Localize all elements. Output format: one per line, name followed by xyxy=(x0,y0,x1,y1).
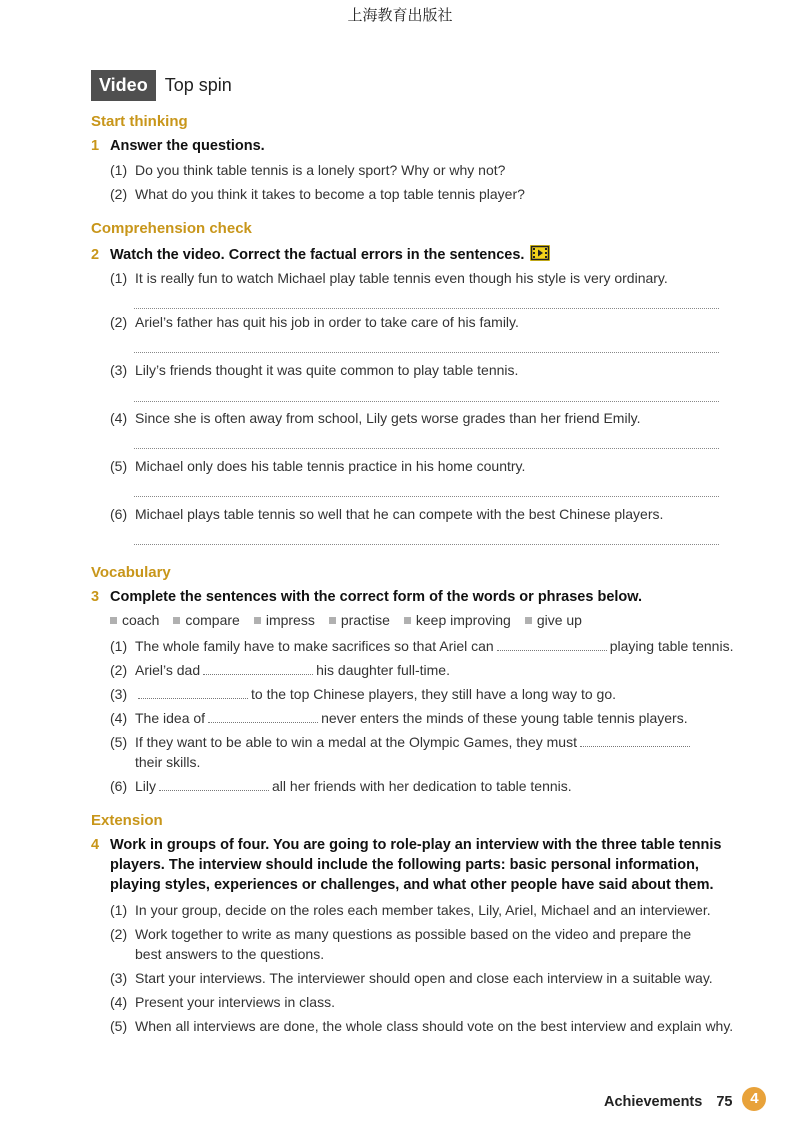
item-text-before: Lily xyxy=(135,778,157,794)
item-text-before: The idea of xyxy=(135,710,206,726)
square-bullet-icon xyxy=(254,617,261,624)
question-number: 2 xyxy=(91,247,100,263)
list-item xyxy=(110,732,720,772)
item-number: (6) xyxy=(110,506,128,522)
item-text: Present your interviews in class. xyxy=(135,994,335,1010)
item-text: Michael only does his table tennis practice in his home country. xyxy=(135,458,526,474)
item-number: (1) xyxy=(110,162,128,178)
item-text-after: playing table tennis. xyxy=(609,638,734,654)
item-number: (1) xyxy=(110,902,128,918)
item-text: Do you think table tennis is a lonely sport? Why or why not? xyxy=(135,162,506,178)
square-bullet-icon xyxy=(525,617,532,624)
list-item xyxy=(110,1016,735,1036)
answer-line[interactable] xyxy=(134,544,719,545)
list-item xyxy=(110,160,735,180)
answer-line[interactable] xyxy=(134,401,719,402)
item-text: Michael plays table tennis so well that he can compete with the best Chinese players. xyxy=(135,506,664,522)
word-bank-item: give up xyxy=(525,612,582,628)
question-number: 3 xyxy=(91,589,100,605)
fill-blank[interactable] xyxy=(203,660,313,675)
list-item xyxy=(110,504,735,524)
question-number: 1 xyxy=(91,138,100,154)
word-bank xyxy=(110,612,582,628)
square-bullet-icon xyxy=(110,617,117,624)
word-bank-item: compare xyxy=(173,612,239,628)
fill-blank[interactable] xyxy=(580,732,690,747)
answer-line[interactable] xyxy=(134,496,719,497)
item-text: When all interviews are done, the whole class should vote on the best interview and explain why. xyxy=(135,1018,734,1034)
item-number: (3) xyxy=(110,686,128,702)
list-item xyxy=(110,456,735,476)
item-number: (4) xyxy=(110,710,128,726)
item-number: (2) xyxy=(110,314,128,330)
question-instruction: Complete the sentences with the correct form of the words or phrases below. xyxy=(110,589,643,605)
list-item xyxy=(110,900,735,920)
item-text-after: all her friends with her dedication to table tennis. xyxy=(272,778,572,794)
list-item xyxy=(110,660,735,680)
list-item xyxy=(110,408,735,428)
question-instruction: Work in groups of four. You are going to role-play an interview with the three table tennis players. The interview should include the following parts: basic personal information, playing styles, experiences or challenges, and what other people have said about them. xyxy=(110,837,722,893)
answer-line[interactable] xyxy=(134,308,719,309)
item-text: Start your interviews. The interviewer should open and close each interview in a suitable way. xyxy=(135,970,713,986)
footer-label: Achievements xyxy=(604,1094,703,1110)
square-bullet-icon xyxy=(329,617,336,624)
list-item xyxy=(110,684,735,704)
question-1 xyxy=(91,136,731,156)
word-bank-item: practise xyxy=(329,612,390,628)
list-item xyxy=(110,708,735,728)
video-film-icon[interactable] xyxy=(530,245,550,261)
section-extension: Extension xyxy=(91,812,163,829)
question-instruction: Watch the video. Correct the factual errors in the sentences. xyxy=(110,247,525,263)
video-tag: Video xyxy=(91,70,156,101)
item-number: (5) xyxy=(110,1018,128,1034)
item-text-before: The whole family have to make sacrifices so that Ariel can xyxy=(135,638,494,654)
fill-blank[interactable] xyxy=(159,776,269,791)
answer-line[interactable] xyxy=(134,448,719,449)
publisher-name: 上海教育出版社 xyxy=(347,6,453,24)
list-item xyxy=(110,360,735,380)
item-number: (5) xyxy=(110,734,128,750)
list-item xyxy=(110,992,735,1012)
item-text: Since she is often away from school, Lily gets worse grades than her friend Emily. xyxy=(135,410,641,426)
word-bank-item: impress xyxy=(254,612,315,628)
item-text: What do you think it takes to become a top table tennis player? xyxy=(135,186,525,202)
item-number: (4) xyxy=(110,994,128,1010)
page-footer xyxy=(604,1090,766,1114)
video-title: Top spin xyxy=(164,75,232,95)
word-bank-item: coach xyxy=(110,612,159,628)
square-bullet-icon xyxy=(404,617,411,624)
section-comprehension: Comprehension check xyxy=(91,220,252,237)
list-item xyxy=(110,968,735,988)
list-item xyxy=(110,776,735,796)
question-4 xyxy=(91,835,723,895)
item-text: Ariel’s father has quit his job in order to take care of his family. xyxy=(135,314,519,330)
word-bank-item: keep improving xyxy=(404,612,511,628)
item-text-after: never enters the minds of these young table tennis players. xyxy=(321,710,688,726)
item-text: It is really fun to watch Michael play table tennis even though his style is very ordinary. xyxy=(135,270,668,286)
section-vocabulary: Vocabulary xyxy=(91,564,171,581)
item-number: (2) xyxy=(110,926,128,942)
item-number: (5) xyxy=(110,458,128,474)
item-text-before: Ariel’s dad xyxy=(135,662,201,678)
item-number: (3) xyxy=(110,970,128,986)
list-item xyxy=(110,924,720,964)
section-start-thinking: Start thinking xyxy=(91,113,188,130)
list-item xyxy=(110,184,735,204)
question-instruction: Answer the questions. xyxy=(110,138,265,154)
item-number: (1) xyxy=(110,638,128,654)
item-text-after: to the top Chinese players, they still have a long way to go. xyxy=(251,686,616,702)
fill-blank[interactable] xyxy=(138,684,248,699)
fill-blank[interactable] xyxy=(497,636,607,651)
item-text-after: his daughter full-time. xyxy=(316,662,450,678)
question-3 xyxy=(91,587,731,607)
item-text-after: their skills. xyxy=(135,754,201,770)
item-number: (2) xyxy=(110,186,128,202)
item-number: (4) xyxy=(110,410,128,426)
question-2 xyxy=(91,245,731,265)
list-item xyxy=(110,268,735,288)
page-number: 75 xyxy=(716,1094,733,1110)
answer-line[interactable] xyxy=(134,352,719,353)
list-item xyxy=(110,636,740,656)
square-bullet-icon xyxy=(173,617,180,624)
item-number: (3) xyxy=(110,362,128,378)
item-text: Work together to write as many questions as possible based on the video and prepare the best answers to the questions. xyxy=(135,926,692,962)
list-item xyxy=(110,312,735,332)
fill-blank[interactable] xyxy=(208,708,318,723)
item-number: (6) xyxy=(110,778,128,794)
item-number: (2) xyxy=(110,662,128,678)
question-number: 4 xyxy=(91,837,100,853)
unit-badge: 4 xyxy=(742,1087,766,1111)
item-text: Lily’s friends thought it was quite common to play table tennis. xyxy=(135,362,519,378)
video-header xyxy=(91,70,232,101)
item-text-before: If they want to be able to win a medal at the Olympic Games, they must xyxy=(135,734,577,750)
item-number: (1) xyxy=(110,270,128,286)
item-text: In your group, decide on the roles each member takes, Lily, Ariel, Michael and an interviewer. xyxy=(135,902,711,918)
